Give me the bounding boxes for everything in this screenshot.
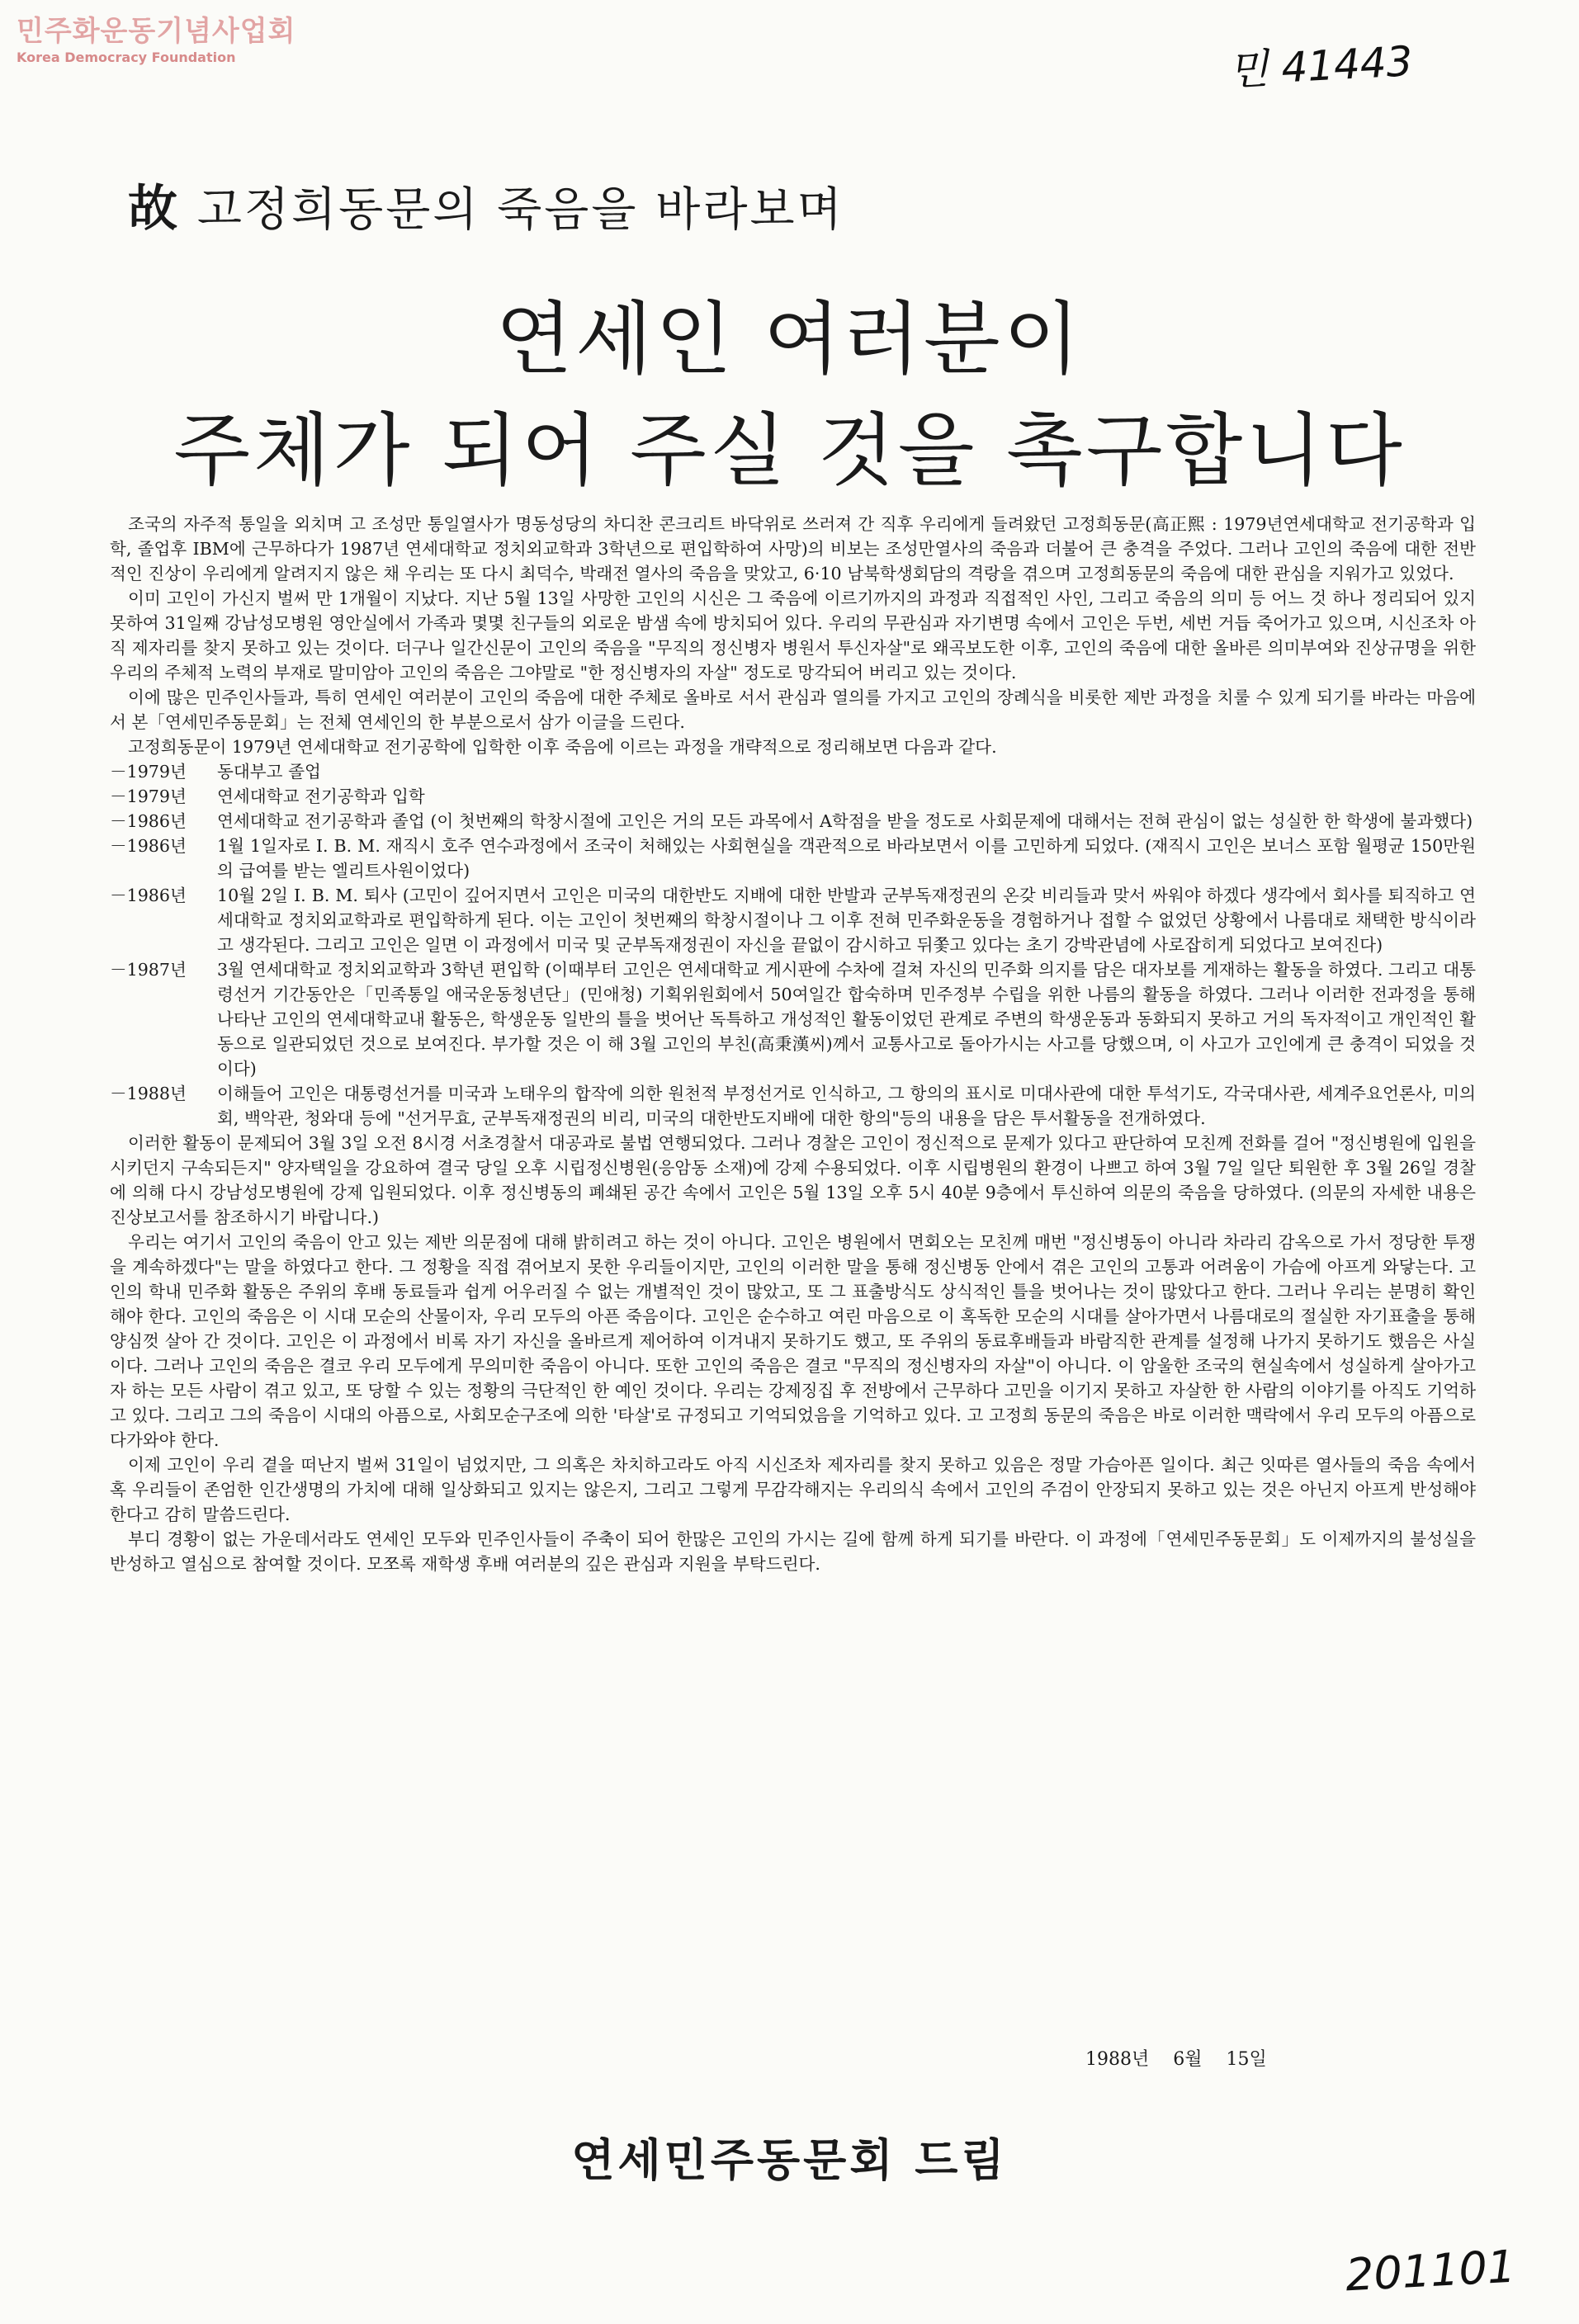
timeline-item (110, 809, 1476, 834)
paragraph-8: 부디 경황이 없는 가운데서라도 연세인 모두와 민주인사들이 주축이 되어 한많은 고인의 가시는 길에 함께 하게 되기를 바란다. 이 과정에「연세민주동문회」도 이제까지의 불성실을 반성하고 열심으로 참여할 것이다. 모쪼록 재학생 후배 여러분의 깊은 관심과 지원을 부탁드린다. (110, 1529, 1476, 1574)
body-text (110, 512, 1476, 1576)
timeline-item (110, 883, 1476, 957)
paragraph-5: 이러한 활동이 문제되어 3월 3일 오전 8시경 서초경찰서 대공과로 불법 연행되었다. 그러나 경찰은 고인이 정신적으로 문제가 있다고 판단하여 모친께 전화를 걸어 "정신병원에 입원을 시키던지 구속되든지" 양자택일을 강요하여 결국 당일 오후 시립정신병원(응암동 소재)에 강제 수용되었다. 이후 시립병원의 환경이 나쁘고 하여 3월 7일 일단 퇴원한 후 3월 26일 경찰에 의해 다시 강남성모병원에 강제 입원되었다. 이후 정신병동의 폐쇄된 공간 속에서 고인은 5월 13일 오후 5시 40분 9층에서 투신하여 의문의 죽음을 당하였다. (의문의 자세한 내용은 진상보고서를 참조하시기 바랍니다.) (110, 1133, 1476, 1227)
logo-korean: 민주화운동기념사업회 (17, 15, 296, 48)
signature: 연세민주동문회 드림 (571, 2134, 1008, 2186)
document-id: 민 41443 (1227, 37, 1414, 95)
pre-title-text: 고정희동문의 죽음을 바라보며 (196, 183, 844, 237)
paragraph-6: 우리는 여기서 고인의 죽음이 안고 있는 제반 의문점에 대해 밝히려고 하는 것이 아니다. 고인은 병원에서 면회오는 모친께 매번 "정신병동이 아니라 차라리 감옥으로 가서 정당한 투쟁을 계속하겠다"는 말을 하였다고 한다. 그 정황을 직접 겪어보지 못한 우리들이지만, 고인의 이러한 말을 통해 정신병동 안에서 겪은 고인의 고통과 어려움이 가슴에 아프게 와닿는다. 고인의 학내 민주화 활동은 주위의 후배 동료들과 쉽게 어우러질 수 없는 개별적인 것이 많았고, 또 그 표출방식도 상식적인 틀을 벗어나는 것이 많았다고 한다. 그러나 우리는 분명히 확인해야 한다. 고인의 죽음은 이 시대 모순의 산물이자, 우리 모두의 아픈 죽음이다. 고인은 순수하고 여린 마음으로 이 혹독한 모순의 시대를 살아가면서 나름대로의 절실한 자기표출을 통해 양심껏 살아 간 것이다. 고인은 이 과정에서 비록 자기 자신을 올바르게 제어하여 이겨내지 못하기도 했고, 또 주위의 동료후배들과 바람직한 관계를 설정해 나가지 못하기도 했음은 사실이다. 그러나 고인의 죽음은 결코 우리 모두에게 무의미한 죽음이 아니다. 또한 고인의 죽음은 결코 "무직의 정신병자의 자살"이 아니다. 이 암울한 조국의 현실속에서 성실하게 살아가고자 하는 모든 사람이 겪고 있고, 또 당할 수 있는 정황의 극단적인 한 예인 것이다. 우리는 강제징집 후 전방에서 근무하다 고민을 이기지 못하고 자살한 한 사람의 이야기를 아직도 기억하고 있다. 그리고 그의 죽음이 시대의 아픔으로, 사회모순구조에 의한 '타살'로 규정되고 기억되었음을 기억하고 있다. 고 고정희 동문의 죽음은 바로 이러한 맥락에서 우리 모두의 아픔으로 다가와야 한다. (110, 1232, 1476, 1450)
timeline-text: 1월 1일자로 I. B. M. 재직시 호주 연수과정에서 조국이 처해있는 사회현실을 객관적으로 바라보면서 이를 고민하게 되었다. (재직시 고인은 보너스 포함 월평균 150만원의 급여를 받는 엘리트사원이었다) (217, 836, 1476, 881)
timeline-item (110, 957, 1476, 1081)
date-month: 6월 (1173, 2049, 1203, 2070)
timeline-item (110, 834, 1476, 883)
paragraph-2: 이미 고인이 가신지 벌써 만 1개월이 지났다. 지난 5월 13일 사망한 고인의 시신은 그 죽음에 이르기까지의 과정과 직접적인 사인, 그리고 죽음의 의미 등 어느 것 하나 정리되어 있지 못하여 31일째 강남성모병원 영안실에서 가족과 몇몇 친구들의 외로운 밤샘 속에 방치되어 있다. 우리의 무관심과 자기변명 속에서 고인은 두번, 세번 거듭 죽어가고 있으며, 시신조차 아직 제자리를 찾지 못하고 있는 것이다. 더구나 일간신문이 고인의 죽음을 "무직의 정신병자 병원서 투신자살"로 왜곡보도한 이후, 고인의 죽음에 대한 올바른 의미부여와 진상규명을 위한 우리의 주체적 노력의 부재로 말미암아 고인의 죽음은 그야말로 "한 정신병자의 자살" 정도로 망각되어 버리고 있는 것이다. (110, 588, 1476, 683)
timeline-list (110, 759, 1476, 1131)
timeline-text: 연세대학교 전기공학과 입학 (217, 786, 425, 806)
logo-english: Korea Democracy Foundation (17, 50, 236, 65)
timeline-year: －1986년 (110, 886, 187, 905)
timeline-item (110, 784, 1476, 809)
date-year: 1988년 (1085, 2049, 1150, 2070)
timeline-year: －1979년 (110, 786, 187, 806)
paragraph-7: 이제 고인이 우리 곁을 떠난지 벌써 31일이 넘었지만, 그 의혹은 차치하고라도 아직 시신조차 제자리를 찾지 못하고 있음은 정말 가슴아픈 일이다. 최근 잇따른 열사들의 죽음 속에서 혹 우리들이 존엄한 인간생명의 가치에 대해 일상화되고 있지는 않은지, 그리고 그렇게 무감각해지는 우리의식 속에서 고인의 주검이 안장되지 못하고 있는 것은 아닌지 아프게 반성해야 한다고 감히 말씀드린다. (110, 1455, 1476, 1524)
document-date (1085, 2045, 1285, 2071)
timeline-text: 이해들어 고인은 대통령선거를 미국과 노태우의 합작에 의한 원천적 부정선거로 인식하고, 그 항의의 표시로 미대사관에 대한 투석기도, 각국대사관, 세계주요언론사, 미의회, 백악관, 청와대 등에 "선거무효, 군부독재정권의 비리, 미국의 대한반도지배에 대한 항의"등의 내용을 담은 투서활동을 전개하였다. (217, 1084, 1476, 1128)
paragraph-1: 조국의 자주적 통일을 외치며 고 조성만 통일열사가 명동성당의 차디찬 콘크리트 바닥위로 쓰러져 간 직후 우리에게 들려왔던 고정희동문(高正熙 : 1979년연세대학교 전기공학과 입학, 졸업후 IBM에 근무하다가 1987년 연세대학교 정치외교학과 3학년으로 편입학하여 사망)의 비보는 조성만열사의 죽음과 더불어 큰 충격을 주었다. 그러나 고인의 죽음에 대한 전반적인 진상이 우리에게 알려지지 않은 채 우리는 또 다시 최덕수, 박래전 열사의 죽음을 맞았고, 6·10 남북학생회담의 격랑을 겪으며 고정희동문의 죽음에 대한 관심을 지워가고 있었다. (110, 514, 1476, 583)
timeline-text: 10월 2일 I. B. M. 퇴사 (고민이 깊어지면서 고인은 미국의 대한반도 지배에 대한 반발과 군부독재정권의 온갖 비리들과 맞서 싸워야 하겠다 생각에서 회사를 퇴직하고 연세대학교 정치외교학과로 편입학하게 된다. 이는 고인이 첫번째의 학창시절이나 그 이후 전혀 민주화운동을 경험하거나 접할 수 없었던 상황에서 나름대로 채택한 방식이라고 생각된다. 그리고 고인은 일면 이 과정에서 미국 및 군부독재정권이 자신을 끝없이 감시하고 뒤쫓고 있다는 초기 강박관념에 사로잡히게 되었다고 보여진다) (217, 886, 1476, 955)
timeline-item (110, 1081, 1476, 1131)
timeline-text: 3월 연세대학교 정치외교학과 3학년 편입학 (이때부터 고인은 연세대학교 게시판에 수차에 걸쳐 자신의 민주화 의지를 담은 대자보를 게재하는 활동을 하였다. 그리고 대통령선거 기간동안은「민족통일 애국운동청년단」(민애청) 기획위원회에서 50여일간 합숙하며 민주정부 수립을 위한 나름의 활동을 하였다. 그러나 이러한 전과정을 통해 나타난 고인의 연세대학교내 활동은, 학생운동 일반의 틀을 벗어난 독특하고 개성적인 활동이었던 관계로 주변의 학생운동과 동화되지 못하고 거의 독자적이고 개인적인 활동으로 일관되었던 것으로 보여진다. 부가할 것은 이 해 3월 고인의 부친(高秉漢씨)께서 교통사고로 돌아가시는 사고를 당했으며, 이 사고가 고인에게 큰 충격이 되었을 것이다) (217, 960, 1476, 1079)
foundation-logo (17, 15, 295, 65)
timeline-year: －1979년 (110, 762, 187, 782)
timeline-year: －1988년 (110, 1084, 187, 1103)
date-day: 15일 (1226, 2049, 1267, 2070)
timeline-text: 연세대학교 전기공학과 졸업 (이 첫번째의 학창시절에 고인은 거의 모든 과목에서 A학점을 받을 정도로 사회문제에 대해서는 전혀 관심이 없는 성실한 한 학생에 불과했다) (217, 811, 1473, 831)
timeline-year: －1987년 (110, 960, 187, 980)
page-number: 201101 (1344, 2240, 1517, 2302)
paragraph-3: 이에 많은 민주인사들과, 특히 연세인 여러분이 고인의 죽음에 대한 주체로 올바로 서서 관심과 열의를 가지고 고인의 장례식을 비롯한 제반 과정을 치룰 수 있게 되기를 바라는 마음에서 본「연세민주동문회」는 전체 연세인의 한 부분으로서 삼가 이글을 드린다. (110, 687, 1476, 732)
timeline-year: －1986년 (110, 811, 187, 831)
pre-title (128, 169, 844, 240)
timeline-text: 동대부고 졸업 (217, 762, 321, 782)
paragraph-4: 고정희동문이 1979년 연세대학교 전기공학에 입학한 이후 죽음에 이르는 과정을 개략적으로 정리해보면 다음과 같다. (128, 737, 997, 757)
timeline-item (110, 759, 1476, 784)
pre-title-prefix: 故 (128, 180, 180, 238)
headline-line-2: 주체가 되어 주실 것을 촉구합니다 (173, 404, 1406, 497)
timeline-year: －1986년 (110, 836, 187, 856)
headline-line-1: 연세인 여러분이 (495, 293, 1084, 385)
